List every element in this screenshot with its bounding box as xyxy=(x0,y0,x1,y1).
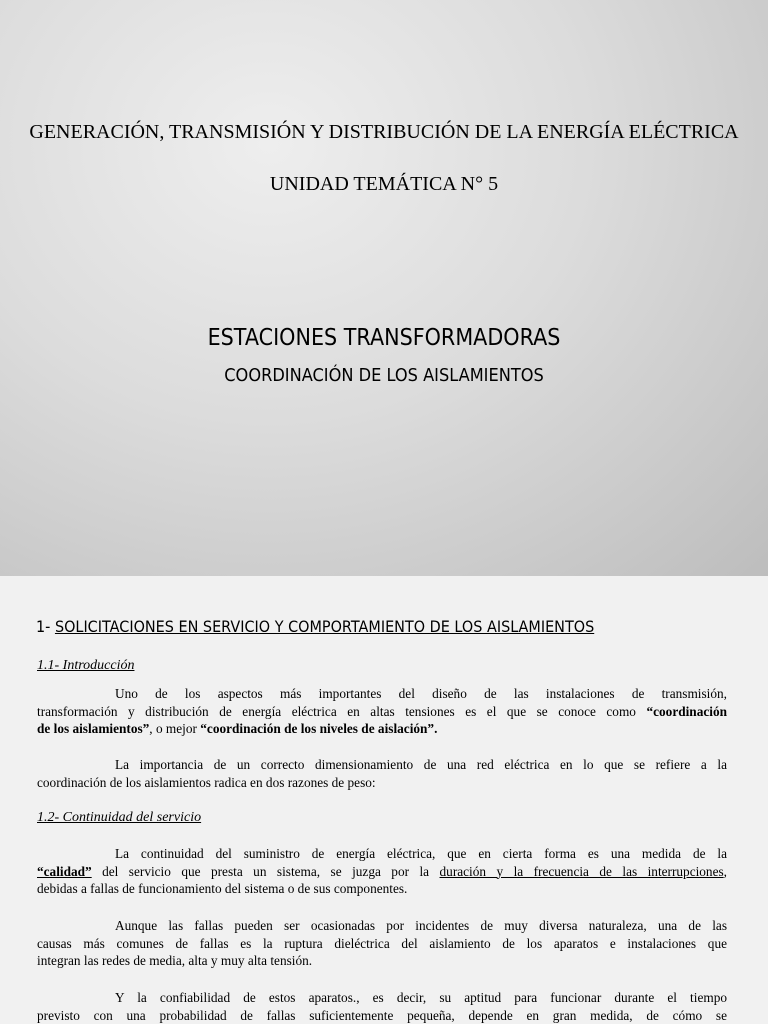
text-line: La importancia de un correcto dimensionamiento de una red eléctrica en lo que se refiere a la xyxy=(115,757,727,772)
slide-heading: ESTACIONES TRANSFORMADORAS xyxy=(207,325,561,351)
text-line: de los aislamientos” xyxy=(37,721,150,736)
paragraph-failures xyxy=(37,917,727,970)
intro-heading: 1.1- Introducción xyxy=(37,658,135,673)
slide-subheading: COORDINACIÓN DE LOS AISLAMIENTOS xyxy=(224,365,544,386)
text-line: Uno de los aspectos más importantes del diseño de las instalaciones de transmisión, xyxy=(115,686,727,701)
paragraph-importance xyxy=(37,756,727,791)
text-line: “coordinación xyxy=(646,703,727,719)
text-line: Y la confiabilidad de estos aparatos., es decir, su aptitud para funcionar durante el tiempo xyxy=(115,990,727,1005)
text-line: duración y la frecuencia de las interrupciones xyxy=(439,863,724,879)
paragraph-continuity xyxy=(37,845,727,898)
text-line: , o mejor xyxy=(149,721,201,736)
text-line: , xyxy=(723,863,727,879)
text-line: Aunque las fallas pueden ser ocasionadas por incidentes de muy diversa naturaleza, una de las xyxy=(115,918,727,933)
unit-label: UNIDAD TEMÁTICA N° 5 xyxy=(269,173,499,195)
text-line: previsto con una probabilidad de fallas suficientemente pequeña, depende en gran medida, de cómo se xyxy=(37,1007,727,1023)
paragraph-intro xyxy=(37,685,727,738)
text-line: La continuidad del suministro de energía eléctrica, que en cierta forma es una medida de la xyxy=(115,846,727,861)
text-line: integran las redes de media, alta y muy alta tensión. xyxy=(37,953,313,968)
text-line: transformación y distribución de energía eléctrica en altas tensiones es el que se conoce como xyxy=(37,703,647,719)
text-line: “calidad” xyxy=(37,863,92,879)
text-line: causas más comunes de fallas es la ruptura dieléctrica del aislamiento de los aparatos e instalaciones que xyxy=(37,935,727,951)
paragraph-reliability xyxy=(37,989,727,1024)
text-line: “coordinación de los niveles de aislación”. xyxy=(200,721,438,736)
section-title xyxy=(36,617,666,636)
continuity-heading: 1.2- Continuidad del servicio xyxy=(37,810,202,825)
text-line: del servicio que presta un sistema, se juzga por la xyxy=(91,863,440,879)
text-line: coordinación de los aislamientos radica en dos razones de peso: xyxy=(37,774,376,790)
section-number: 1- xyxy=(36,617,55,636)
document-title: GENERACIÓN, TRANSMISIÓN Y DISTRIBUCIÓN DE LA ENERGÍA ELÉCTRICA xyxy=(29,121,739,143)
section-title-text: SOLICITACIONES EN SERVICIO Y COMPORTAMIENTO DE LOS AISLAMIENTOS xyxy=(54,617,595,636)
text-line: debidas a fallas de funcionamiento del sistema o de sus componentes. xyxy=(37,881,408,896)
